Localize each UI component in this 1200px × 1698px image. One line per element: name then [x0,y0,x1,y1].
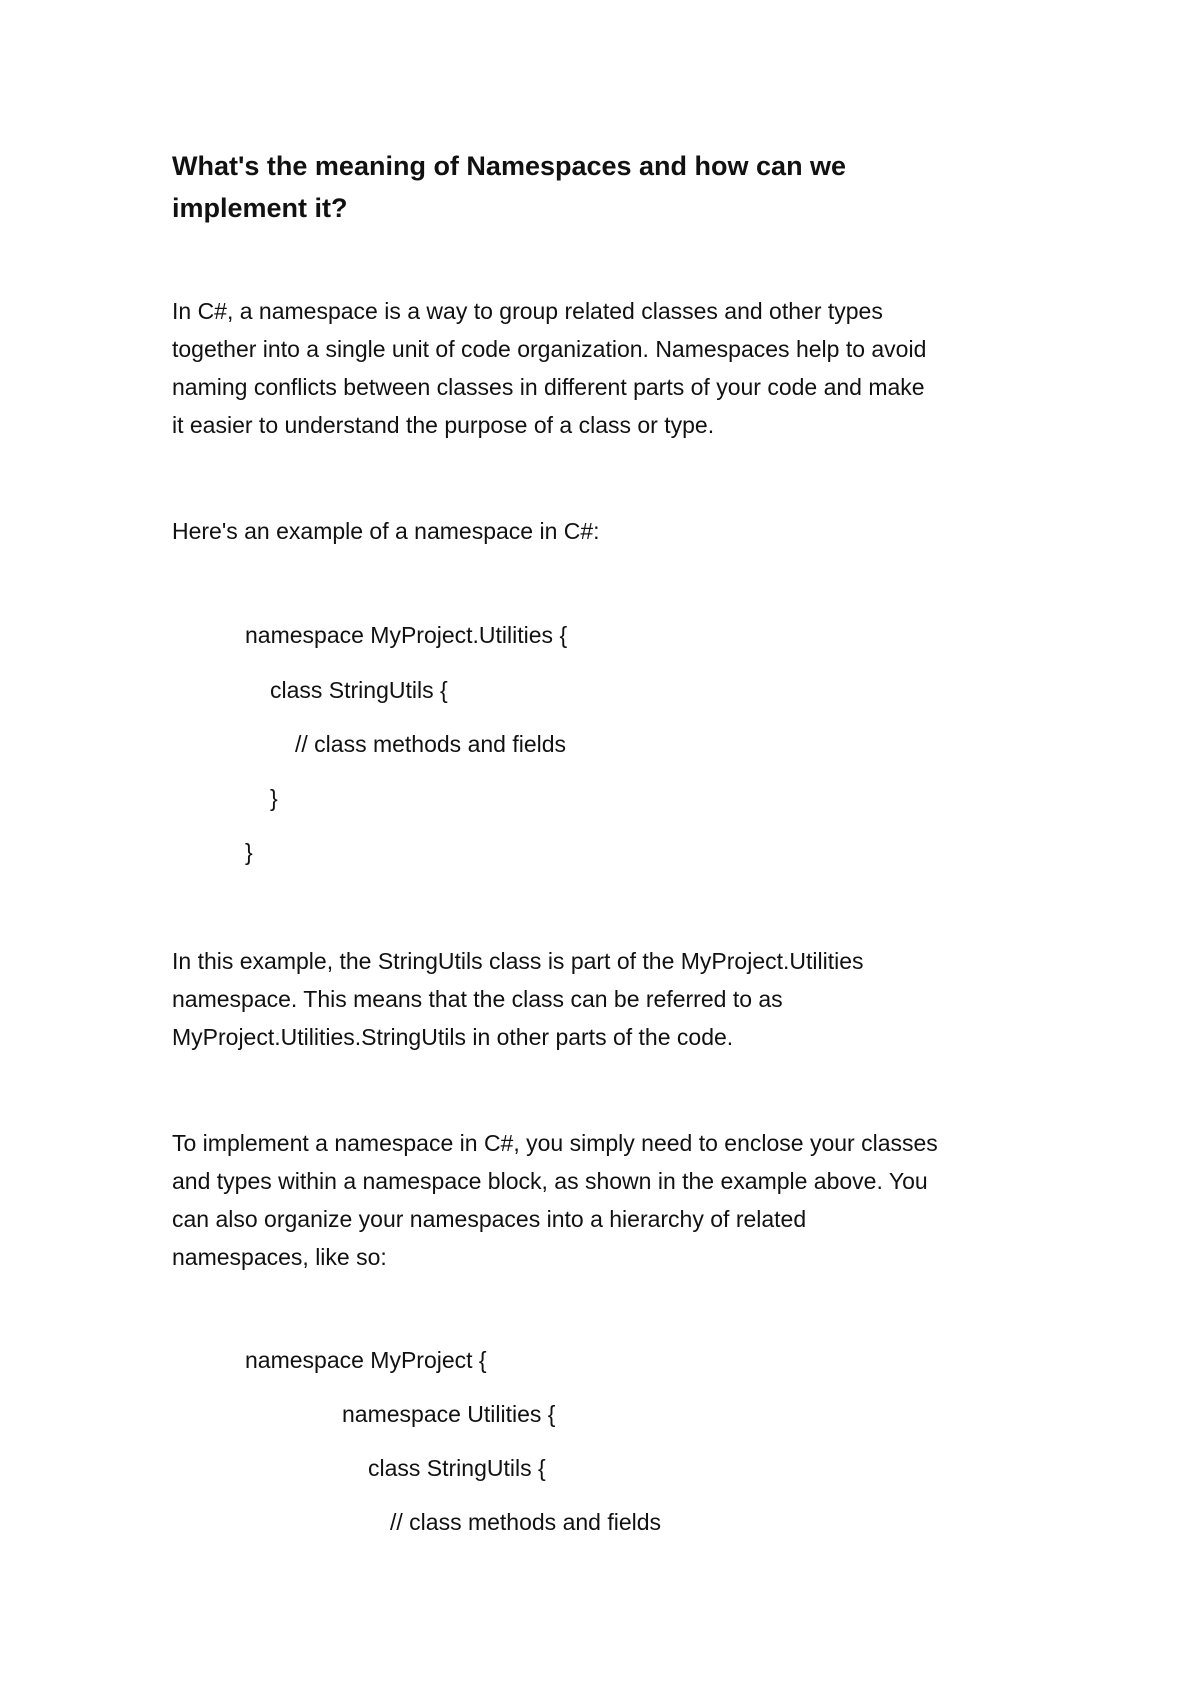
example-intro [172,512,1032,550]
explanation-line: namespace. This means that the class can be referred to as [172,986,783,1012]
intro-line: In C#, a namespace is a way to group related classes and other types [172,298,883,324]
implement-line: namespaces, like so: [172,1244,387,1270]
implement-line: To implement a namespace in C#, you simply need to enclose your classes [172,1130,938,1156]
intro-line: it easier to understand the purpose of a class or type. [172,412,715,438]
code-line: class StringUtils { [270,677,448,703]
document-title [172,145,932,229]
code-line: namespace Utilities { [342,1401,556,1427]
code-line: namespace MyProject.Utilities { [245,622,568,648]
explanation-line: MyProject.Utilities.StringUtils in other parts of the code. [172,1024,734,1050]
code-line: // class methods and fields [390,1509,662,1535]
explanation-paragraph [172,942,1032,1056]
example-intro-text: Here's an example of a namespace in C#: [172,518,600,544]
code-line: // class methods and fields [295,731,567,757]
implement-line: can also organize your namespaces into a hierarchy of related [172,1206,807,1232]
intro-paragraph [172,292,1032,444]
intro-line: together into a single unit of code organization. Namespaces help to avoid [172,336,927,362]
explanation-line: In this example, the StringUtils class is part of the MyProject.Utilities [172,948,864,974]
code-line: class StringUtils { [368,1455,546,1481]
intro-line: naming conflicts between classes in different parts of your code and make [172,374,925,400]
code-line: } [270,785,278,811]
title-line-2: implement it? [172,193,348,223]
code-line: } [245,839,253,865]
implement-line: and types within a namespace block, as shown in the example above. You [172,1168,928,1194]
title-line-1: What's the meaning of Namespaces and how can we [172,151,847,181]
implement-paragraph [172,1124,1032,1276]
code-line: namespace MyProject { [245,1347,487,1373]
